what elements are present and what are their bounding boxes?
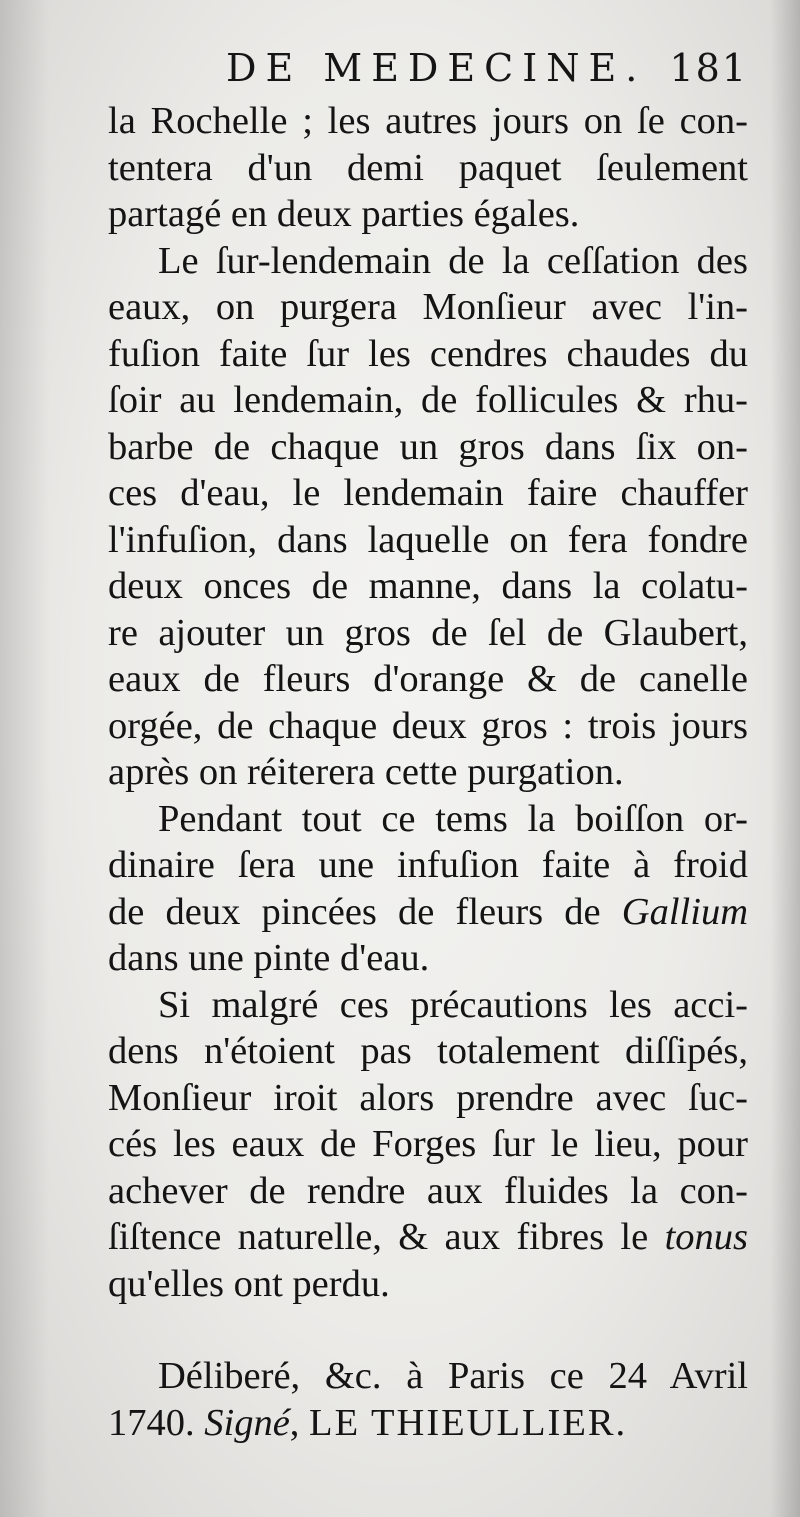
- italic-term: tonus: [664, 1216, 748, 1258]
- text-line: l'infuſion, dans laquelle on fera fondre: [108, 518, 748, 561]
- text-line: dans une pinte d'eau.: [108, 937, 430, 979]
- text-line: Monſieur iroit alors prendre avec ſuc-: [108, 1076, 748, 1119]
- text-line: achever de rendre aux fluides la con-: [108, 1169, 748, 1212]
- page-edge-shadow: [770, 0, 800, 1517]
- body-text: [108, 98, 748, 1446]
- text-line: ſoir au lendemain, de follicules & rhu-: [108, 379, 748, 421]
- text-line: qu'elles ont perdu.: [108, 1262, 390, 1305]
- signatory-name: LE THIEULLIER.: [309, 1401, 628, 1444]
- blank-space: [108, 1307, 748, 1353]
- text-line: dinaire ſera une infuſion faite à froid: [108, 844, 748, 886]
- text-line: Si malgré ces précautions les acci-: [158, 983, 748, 1026]
- text-line: orgée, de chaque deux gros : trois jours: [108, 704, 748, 747]
- text-line: deux onces de manne, dans la colatu-: [108, 565, 748, 607]
- text-line: partagé en deux parties égales.: [108, 193, 580, 235]
- text-segment: de deux pincées de fleurs de: [108, 890, 622, 933]
- text-line: [108, 889, 748, 936]
- text-line: eaux, on purgera Monſieur avec l'in-: [108, 286, 748, 328]
- year: 1740.: [108, 1401, 195, 1444]
- closing-line: Déliberé, &c. à Paris ce 24 Avril: [158, 1355, 748, 1397]
- text-line: re ajouter un gros de ſel de Glaubert,: [108, 611, 748, 654]
- text-line: ces d'eau, le lendemain faire chauffer: [108, 472, 748, 514]
- signature-line: [108, 1400, 748, 1447]
- italic-term: Gallium: [621, 890, 748, 933]
- text-line: après on réiterera cette purgation.: [108, 751, 624, 793]
- text-line: fuſion faite ſur les cendres chaudes du: [108, 332, 748, 375]
- text-line: dens n'étoient pas totalement diſſipés,: [108, 1030, 748, 1072]
- text-segment: ſiſtence naturelle, & aux fibres le: [108, 1216, 665, 1258]
- running-title: DE MEDECINE.: [226, 46, 647, 90]
- text-line: barbe de chaque un gros dans ſix on-: [108, 425, 748, 468]
- running-head: [108, 46, 748, 96]
- page-number: 181: [669, 46, 748, 90]
- text-line: cés les eaux de Forges ſur le lieu, pour: [108, 1123, 748, 1165]
- text-line: Pendant tout ce tems la boiſſon or-: [158, 797, 748, 840]
- text-line: [108, 1214, 748, 1261]
- text-line: eaux de fleurs d'orange & de canelle: [108, 658, 748, 700]
- text-line: la Rochelle ; les autres jours on ſe con-: [108, 100, 748, 142]
- gutter-shadow: [0, 0, 50, 1517]
- text-line: Le ſur-lendemain de la ceſſation des: [158, 239, 748, 282]
- signed-word: Signé: [204, 1401, 290, 1444]
- comma: ,: [289, 1401, 310, 1444]
- text-line: tentera d'un demi paquet ſeulement: [108, 146, 748, 189]
